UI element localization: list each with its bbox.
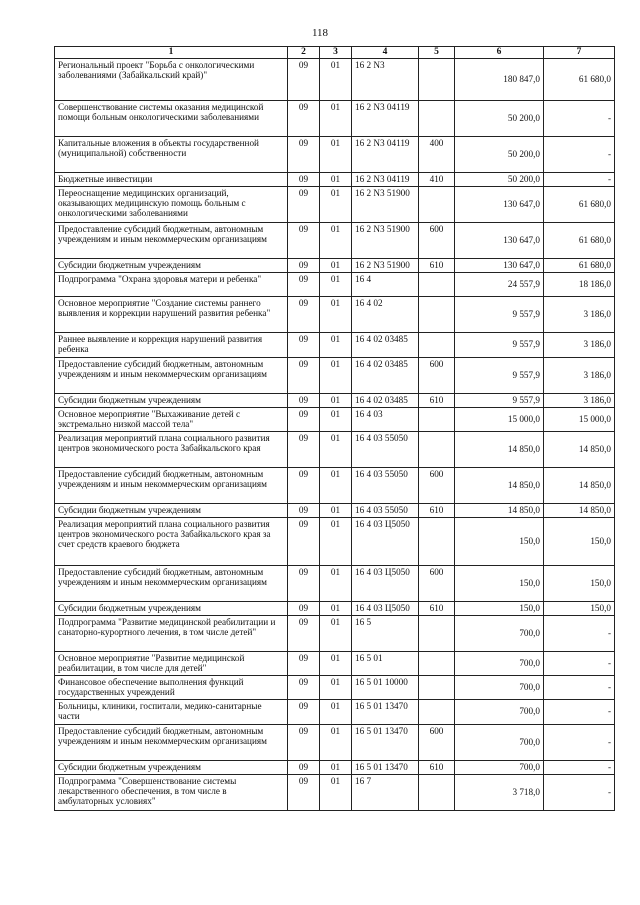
- subsection-code-cell: 01: [320, 431, 352, 467]
- target-code-cell: 16 4: [352, 272, 419, 296]
- expense-type-cell: 610: [419, 601, 455, 615]
- subsection-code-cell: 01: [320, 272, 352, 296]
- section-code-cell: 09: [288, 222, 320, 258]
- row-name-cell: Больницы, клиники, госпитали, медико-санитарные части: [55, 699, 288, 724]
- amount-1-cell: 14 850,0: [455, 467, 544, 503]
- amount-2-cell: -: [544, 774, 615, 810]
- subsection-code-cell: 01: [320, 724, 352, 760]
- amount-2-cell: 3 186,0: [544, 332, 615, 357]
- subsection-code-cell: 01: [320, 172, 352, 186]
- expense-type-cell: 610: [419, 760, 455, 774]
- subsection-code-cell: 01: [320, 222, 352, 258]
- amount-1-cell: 130 647,0: [455, 222, 544, 258]
- amount-1-cell: 150,0: [455, 601, 544, 615]
- row-name-cell: Подпрограмма "Развитие медицинской реабилитации и санаторно-курортного лечения, в том числе детей": [55, 615, 288, 651]
- row-name-cell: Субсидии бюджетным учреждениям: [55, 393, 288, 407]
- amount-1-cell: 50 200,0: [455, 136, 544, 172]
- expense-type-cell: [419, 431, 455, 467]
- row-name-cell: Предоставление субсидий бюджетным, автономным учреждениям и иным некоммерческим организациям: [55, 565, 288, 601]
- subsection-code-cell: 01: [320, 186, 352, 222]
- row-name-cell: Бюджетные инвестиции: [55, 172, 288, 186]
- expense-type-cell: 600: [419, 357, 455, 393]
- expense-type-cell: [419, 615, 455, 651]
- row-name-cell: Субсидии бюджетным учреждениям: [55, 503, 288, 517]
- table-row: [55, 332, 615, 357]
- row-name-cell: Финансовое обеспечение выполнения функций государственных учреждений: [55, 675, 288, 699]
- target-code-cell: 16 2 N3 51900: [352, 258, 419, 272]
- subsection-code-cell: 01: [320, 601, 352, 615]
- target-code-cell: 16 2 N3 04119: [352, 172, 419, 186]
- amount-1-cell: 130 647,0: [455, 186, 544, 222]
- header-row: [55, 47, 615, 59]
- section-code-cell: 09: [288, 272, 320, 296]
- target-code-cell: 16 5 01 13470: [352, 760, 419, 774]
- target-code-cell: 16 7: [352, 774, 419, 810]
- section-code-cell: 09: [288, 357, 320, 393]
- subsection-code-cell: 01: [320, 393, 352, 407]
- amount-1-cell: 150,0: [455, 565, 544, 601]
- subsection-code-cell: 01: [320, 517, 352, 565]
- amount-1-cell: 180 847,0: [455, 58, 544, 100]
- amount-1-cell: 130 647,0: [455, 258, 544, 272]
- subsection-code-cell: 01: [320, 467, 352, 503]
- row-name-cell: Предоставление субсидий бюджетным, автономным учреждениям и иным некоммерческим организациям: [55, 222, 288, 258]
- amount-1-cell: 700,0: [455, 615, 544, 651]
- section-code-cell: 09: [288, 699, 320, 724]
- subsection-code-cell: 01: [320, 675, 352, 699]
- amount-2-cell: 150,0: [544, 565, 615, 601]
- amount-1-cell: 9 557,9: [455, 393, 544, 407]
- table-row: [55, 724, 615, 760]
- amount-1-cell: 150,0: [455, 517, 544, 565]
- table-row: [55, 58, 615, 100]
- section-code-cell: 09: [288, 332, 320, 357]
- amount-2-cell: 14 850,0: [544, 467, 615, 503]
- section-code-cell: 09: [288, 503, 320, 517]
- expense-type-cell: 600: [419, 467, 455, 503]
- target-code-cell: 16 4 02 03485: [352, 332, 419, 357]
- col-header-amount-2: 7: [544, 47, 615, 59]
- section-code-cell: 09: [288, 467, 320, 503]
- target-code-cell: 16 4 03 55050: [352, 467, 419, 503]
- target-code-cell: 16 4 03 Ц5050: [352, 565, 419, 601]
- amount-2-cell: -: [544, 100, 615, 136]
- section-code-cell: 09: [288, 172, 320, 186]
- row-name-cell: Субсидии бюджетным учреждениям: [55, 760, 288, 774]
- amount-1-cell: 9 557,9: [455, 357, 544, 393]
- table-row: [55, 296, 615, 332]
- section-code-cell: 09: [288, 100, 320, 136]
- amount-2-cell: -: [544, 760, 615, 774]
- target-code-cell: 16 4 03 55050: [352, 431, 419, 467]
- target-code-cell: 16 5: [352, 615, 419, 651]
- expense-type-cell: 410: [419, 172, 455, 186]
- expense-type-cell: 610: [419, 258, 455, 272]
- expense-type-cell: [419, 699, 455, 724]
- section-code-cell: 09: [288, 517, 320, 565]
- amount-2-cell: 3 186,0: [544, 357, 615, 393]
- row-name-cell: Региональный проект "Борьба с онкологическими заболеваниями (Забайкальский край)": [55, 58, 288, 100]
- page-number: 118: [311, 27, 329, 39]
- expense-type-cell: [419, 58, 455, 100]
- table-row: [55, 136, 615, 172]
- amount-2-cell: 61 680,0: [544, 258, 615, 272]
- amount-1-cell: 50 200,0: [455, 100, 544, 136]
- expense-type-cell: [419, 407, 455, 431]
- expense-type-cell: [419, 296, 455, 332]
- section-code-cell: 09: [288, 407, 320, 431]
- amount-1-cell: 14 850,0: [455, 431, 544, 467]
- section-code-cell: 09: [288, 724, 320, 760]
- target-code-cell: 16 5 01 10000: [352, 675, 419, 699]
- amount-1-cell: 700,0: [455, 699, 544, 724]
- subsection-code-cell: 01: [320, 615, 352, 651]
- table-row: [55, 172, 615, 186]
- row-name-cell: Совершенствование системы оказания медицинской помощи больным онкологическими заболеваниями: [55, 100, 288, 136]
- table-row: [55, 407, 615, 431]
- target-code-cell: 16 4 03 Ц5050: [352, 517, 419, 565]
- table-row: [55, 760, 615, 774]
- table-row: [55, 503, 615, 517]
- row-name-cell: Раннее выявление и коррекция нарушений развития ребенка: [55, 332, 288, 357]
- expense-type-cell: [419, 100, 455, 136]
- amount-1-cell: 700,0: [455, 675, 544, 699]
- col-header-subsection: 3: [320, 47, 352, 59]
- amount-2-cell: 150,0: [544, 601, 615, 615]
- row-name-cell: Предоставление субсидий бюджетным, автономным учреждениям и иным некоммерческим организациям: [55, 357, 288, 393]
- subsection-code-cell: 01: [320, 774, 352, 810]
- section-code-cell: 09: [288, 675, 320, 699]
- expense-type-cell: 400: [419, 136, 455, 172]
- section-code-cell: 09: [288, 601, 320, 615]
- amount-2-cell: -: [544, 724, 615, 760]
- amount-1-cell: 14 850,0: [455, 503, 544, 517]
- section-code-cell: 09: [288, 296, 320, 332]
- amount-2-cell: -: [544, 651, 615, 675]
- amount-2-cell: 3 186,0: [544, 393, 615, 407]
- row-name-cell: Основное мероприятие "Создание системы раннего выявления и коррекции нарушений развития ребенка": [55, 296, 288, 332]
- amount-1-cell: 50 200,0: [455, 172, 544, 186]
- expense-type-cell: [419, 651, 455, 675]
- table-row: [55, 601, 615, 615]
- subsection-code-cell: 01: [320, 136, 352, 172]
- row-name-cell: Переоснащение медицинских организаций, оказывающих медицинскую помощь больным с онкологическими заболеваниями: [55, 186, 288, 222]
- expense-type-cell: [419, 272, 455, 296]
- amount-1-cell: 15 000,0: [455, 407, 544, 431]
- subsection-code-cell: 01: [320, 699, 352, 724]
- expense-type-cell: [419, 517, 455, 565]
- amount-2-cell: 61 680,0: [544, 186, 615, 222]
- expense-type-cell: 600: [419, 724, 455, 760]
- section-code-cell: 09: [288, 136, 320, 172]
- expense-type-cell: [419, 332, 455, 357]
- target-code-cell: 16 4 03 55050: [352, 503, 419, 517]
- table-row: [55, 467, 615, 503]
- section-code-cell: 09: [288, 393, 320, 407]
- row-name-cell: Подпрограмма "Охрана здоровья матери и ребенка": [55, 272, 288, 296]
- row-name-cell: Субсидии бюджетным учреждениям: [55, 601, 288, 615]
- table-row: [55, 357, 615, 393]
- subsection-code-cell: 01: [320, 332, 352, 357]
- amount-2-cell: -: [544, 675, 615, 699]
- expense-type-cell: [419, 186, 455, 222]
- table-row: [55, 699, 615, 724]
- table-row: [55, 675, 615, 699]
- table-row: [55, 393, 615, 407]
- target-code-cell: 16 4 02 03485: [352, 393, 419, 407]
- subsection-code-cell: 01: [320, 100, 352, 136]
- table-row: [55, 615, 615, 651]
- col-header-amount-1: 6: [455, 47, 544, 59]
- row-name-cell: Субсидии бюджетным учреждениям: [55, 258, 288, 272]
- amount-1-cell: 700,0: [455, 724, 544, 760]
- amount-2-cell: 150,0: [544, 517, 615, 565]
- table-body: [55, 58, 615, 810]
- section-code-cell: 09: [288, 760, 320, 774]
- section-code-cell: 09: [288, 774, 320, 810]
- amount-2-cell: 14 850,0: [544, 431, 615, 467]
- amount-2-cell: -: [544, 615, 615, 651]
- section-code-cell: 09: [288, 258, 320, 272]
- amount-2-cell: -: [544, 699, 615, 724]
- col-header-expense-type: 5: [419, 47, 455, 59]
- row-name-cell: Основное мероприятие "Развитие медицинской реабилитации, в том числе для детей": [55, 651, 288, 675]
- section-code-cell: 09: [288, 615, 320, 651]
- target-code-cell: 16 2 N3 51900: [352, 222, 419, 258]
- col-header-section: 2: [288, 47, 320, 59]
- section-code-cell: 09: [288, 651, 320, 675]
- target-code-cell: 16 4 03 Ц5050: [352, 601, 419, 615]
- amount-2-cell: -: [544, 136, 615, 172]
- target-code-cell: 16 2 N3 51900: [352, 186, 419, 222]
- amount-2-cell: 61 680,0: [544, 222, 615, 258]
- section-code-cell: 09: [288, 186, 320, 222]
- target-code-cell: 16 5 01 13470: [352, 724, 419, 760]
- col-header-target-code: 4: [352, 47, 419, 59]
- target-code-cell: 16 2 N3 04119: [352, 136, 419, 172]
- target-code-cell: 16 4 02: [352, 296, 419, 332]
- expense-type-cell: 600: [419, 222, 455, 258]
- row-name-cell: Капитальные вложения в объекты государственной (муниципальной) собственности: [55, 136, 288, 172]
- amount-2-cell: 3 186,0: [544, 296, 615, 332]
- target-code-cell: 16 5 01: [352, 651, 419, 675]
- subsection-code-cell: 01: [320, 58, 352, 100]
- amount-1-cell: 700,0: [455, 651, 544, 675]
- col-header-name: 1: [55, 47, 288, 59]
- target-code-cell: 16 4 03: [352, 407, 419, 431]
- amount-1-cell: 9 557,9: [455, 332, 544, 357]
- expense-type-cell: 600: [419, 565, 455, 601]
- expense-type-cell: 610: [419, 503, 455, 517]
- row-name-cell: Основное мероприятие "Выхаживание детей с экстремально низкой массой тела": [55, 407, 288, 431]
- target-code-cell: 16 5 01 13470: [352, 699, 419, 724]
- budget-table: [54, 46, 615, 811]
- target-code-cell: 16 4 02 03485: [352, 357, 419, 393]
- subsection-code-cell: 01: [320, 565, 352, 601]
- subsection-code-cell: 01: [320, 760, 352, 774]
- row-name-cell: Предоставление субсидий бюджетным, автономным учреждениям и иным некоммерческим организациям: [55, 467, 288, 503]
- row-name-cell: Реализация мероприятий плана социального развития центров экономического роста Забайкальского края: [55, 431, 288, 467]
- subsection-code-cell: 01: [320, 651, 352, 675]
- table-row: [55, 774, 615, 810]
- amount-2-cell: 18 186,0: [544, 272, 615, 296]
- section-code-cell: 09: [288, 431, 320, 467]
- subsection-code-cell: 01: [320, 503, 352, 517]
- subsection-code-cell: 01: [320, 407, 352, 431]
- row-name-cell: Подпрограмма "Совершенствование системы лекарственного обеспечения, в том числе в амбулаторных условиях": [55, 774, 288, 810]
- table-row: [55, 517, 615, 565]
- table-row: [55, 222, 615, 258]
- section-code-cell: 09: [288, 565, 320, 601]
- table-row: [55, 258, 615, 272]
- subsection-code-cell: 01: [320, 258, 352, 272]
- subsection-code-cell: 01: [320, 357, 352, 393]
- target-code-cell: 16 2 N3 04119: [352, 100, 419, 136]
- expense-type-cell: [419, 675, 455, 699]
- amount-1-cell: 700,0: [455, 760, 544, 774]
- amount-2-cell: 61 680,0: [544, 58, 615, 100]
- target-code-cell: 16 2 N3: [352, 58, 419, 100]
- table-row: [55, 100, 615, 136]
- section-code-cell: 09: [288, 58, 320, 100]
- amount-2-cell: -: [544, 172, 615, 186]
- amount-1-cell: 3 718,0: [455, 774, 544, 810]
- table-row: [55, 651, 615, 675]
- amount-2-cell: 14 850,0: [544, 503, 615, 517]
- expense-type-cell: 610: [419, 393, 455, 407]
- row-name-cell: Предоставление субсидий бюджетным, автономным учреждениям и иным некоммерческим организациям: [55, 724, 288, 760]
- table-row: [55, 272, 615, 296]
- expense-type-cell: [419, 774, 455, 810]
- amount-1-cell: 24 557,9: [455, 272, 544, 296]
- amount-2-cell: 15 000,0: [544, 407, 615, 431]
- table-row: [55, 186, 615, 222]
- row-name-cell: Реализация мероприятий плана социального развития центров экономического роста Забайкальского края за счет средств краевого бюджета: [55, 517, 288, 565]
- amount-1-cell: 9 557,9: [455, 296, 544, 332]
- table-row: [55, 431, 615, 467]
- table-row: [55, 565, 615, 601]
- subsection-code-cell: 01: [320, 296, 352, 332]
